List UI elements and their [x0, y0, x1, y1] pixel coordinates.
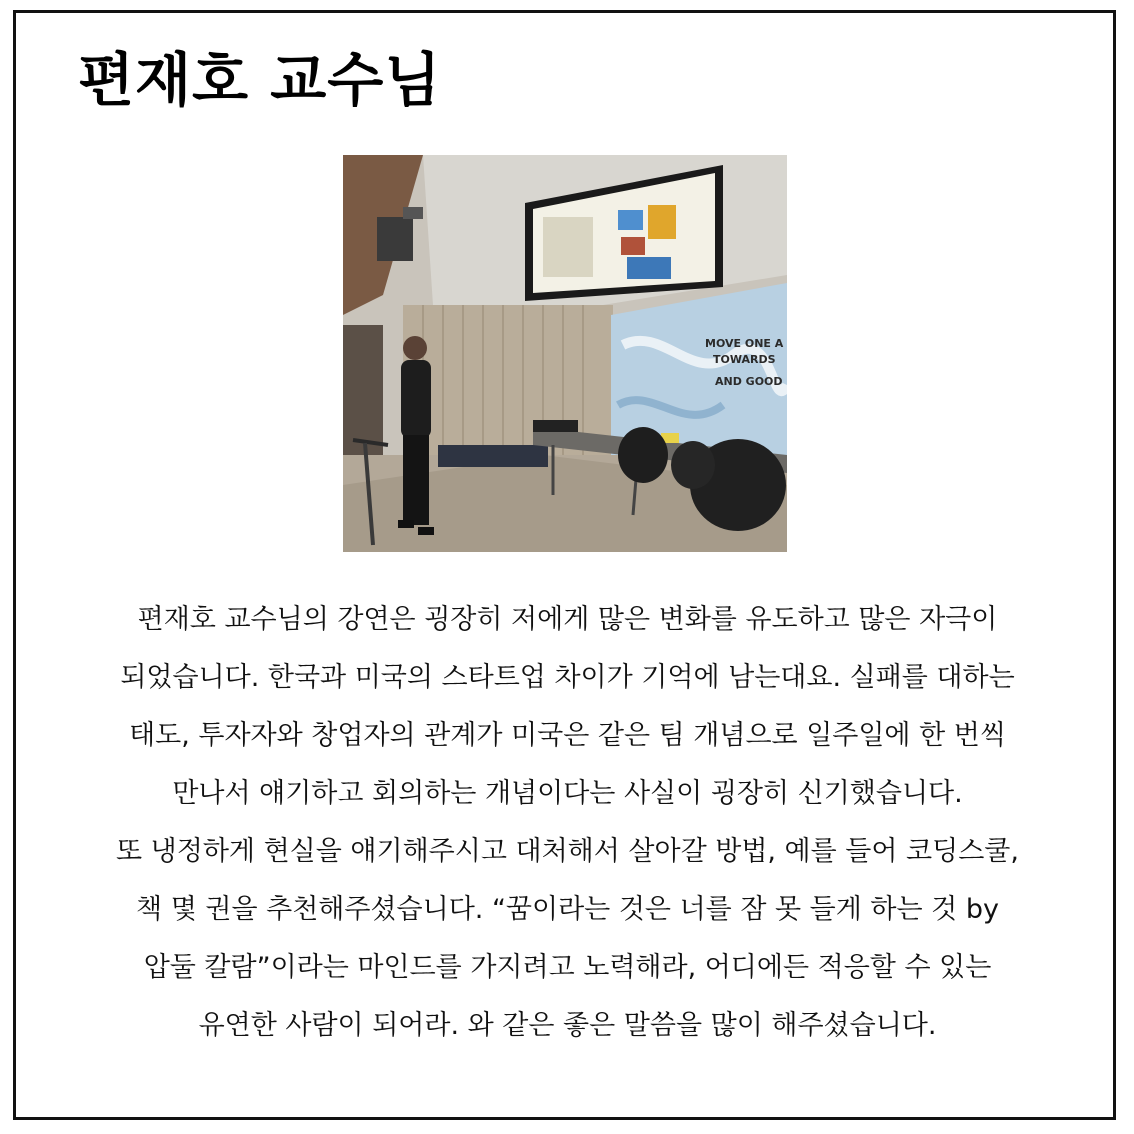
mural-text-1: MOVE ONE A: [705, 337, 784, 350]
mural-text-2: TOWARDS: [713, 353, 776, 366]
mural-text-3: AND GOOD: [715, 375, 783, 388]
lecture-photo: [343, 155, 787, 552]
body-line: 태도, 투자자와 창업자의 관계가 미국은 같은 팀 개념으로 일주일에 한 번씩: [129, 720, 1006, 751]
body-line: 책 몇 권을 추천해주셨습니다. “꿈이라는 것은 너를 잠 못 들게 하는 것 by: [136, 894, 999, 925]
body-line: 또 냉정하게 현실을 얘기해주시고 대처해서 살아갈 방법, 예를 들어 코딩스쿨,: [116, 836, 1019, 867]
page-title: 편재호 교수님: [78, 46, 442, 114]
body-line: 되었습니다. 한국과 미국의 스타트업 차이가 기억에 남는대요. 실패를 대하는: [120, 662, 1015, 693]
body-line: 만나서 얘기하고 회의하는 개념이다는 사실이 굉장히 신기했습니다.: [172, 778, 963, 809]
body-line: 편재호 교수님의 강연은 굉장히 저에게 많은 변화를 유도하고 많은 자극이: [137, 604, 998, 635]
page-frame: [13, 10, 1116, 1120]
body-paragraph: [46, 591, 1089, 1055]
body-line: 압둘 칼람”이라는 마인드를 가지려고 노력해라, 어디에든 적응할 수 있는: [143, 952, 992, 983]
body-line: 유연한 사람이 되어라. 와 같은 좋은 말씀을 많이 해주셨습니다.: [198, 1010, 937, 1041]
